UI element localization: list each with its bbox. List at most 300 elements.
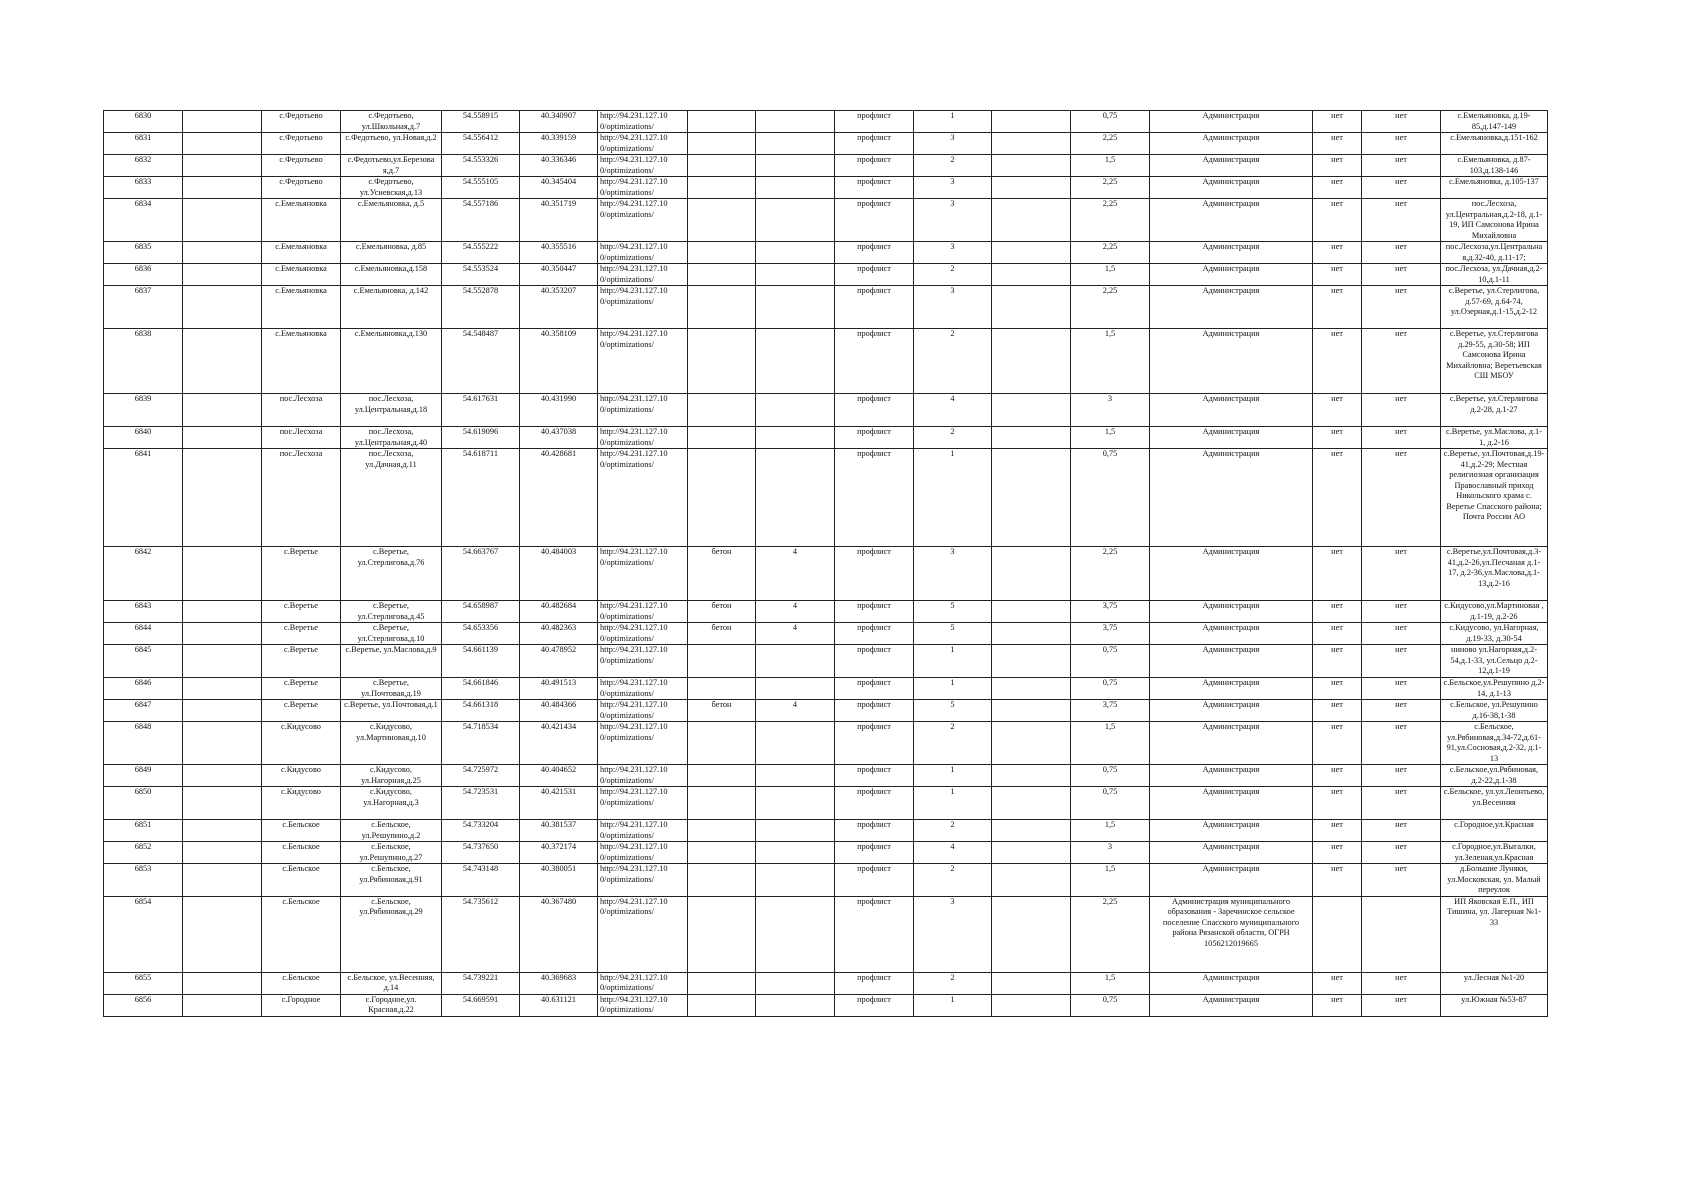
owner-cell: Администрация bbox=[1150, 765, 1313, 787]
longitude-cell: 40.367480 bbox=[520, 896, 598, 972]
empty-cell bbox=[992, 864, 1071, 897]
owner-cell: Администрация bbox=[1150, 994, 1313, 1016]
longitude-cell: 40.484003 bbox=[520, 547, 598, 601]
served-objects-cell: с.Городное,ул.Выгалки, ул.Зеленая,ул.Красная bbox=[1441, 842, 1548, 864]
material-cell: профлист bbox=[835, 645, 914, 678]
material-cell: профлист bbox=[835, 678, 914, 700]
area-cell bbox=[756, 864, 835, 897]
served-objects-cell: ул.Лесная №1-20 bbox=[1441, 972, 1548, 994]
flag-cell: нет bbox=[1313, 264, 1362, 286]
material-cell: профлист bbox=[835, 623, 914, 645]
address-cell: с.Веретье, ул.Почтовая,д.19 bbox=[341, 678, 442, 700]
table-row bbox=[104, 765, 1548, 787]
flag-cell: нет bbox=[1362, 700, 1441, 722]
latitude-cell: 54.733204 bbox=[442, 820, 520, 842]
served-objects-cell: с.Бельское,ул.Решупино д.2-14, д.1-13 bbox=[1441, 678, 1548, 700]
flag-cell: нет bbox=[1362, 787, 1441, 820]
settlement-cell: пос.Лесхоза bbox=[262, 394, 341, 427]
url-cell[interactable]: http://94.231.127.10 0/optimizations/ bbox=[598, 972, 688, 994]
served-objects-cell: с.Емельяновка, д.87-103,д.138-146 bbox=[1441, 155, 1548, 177]
flag-cell: нет bbox=[1362, 242, 1441, 264]
surface-cell bbox=[688, 177, 756, 199]
flag-cell: нет bbox=[1362, 264, 1441, 286]
url-cell[interactable]: http://94.231.127.10 0/optimizations/ bbox=[598, 111, 688, 133]
owner-cell: Администрация bbox=[1150, 820, 1313, 842]
empty-cell bbox=[183, 994, 262, 1016]
table-row bbox=[104, 427, 1548, 449]
surface-cell bbox=[688, 264, 756, 286]
served-objects-cell: с.Кидусово,ул.Мартиновая , д.1-19, д.2-26 bbox=[1441, 601, 1548, 623]
container-count-cell: 5 bbox=[914, 623, 992, 645]
table-row bbox=[104, 286, 1548, 329]
volume-cell: 1,5 bbox=[1071, 329, 1150, 394]
settlement-cell: с.Городное bbox=[262, 994, 341, 1016]
surface-cell bbox=[688, 896, 756, 972]
table-row bbox=[104, 329, 1548, 394]
served-objects-cell: с.Веретье, ул.Стерлигова д.2-28, д.1-27 bbox=[1441, 394, 1548, 427]
latitude-cell: 54.739221 bbox=[442, 972, 520, 994]
address-cell: с.Веретье, ул.Стерлигова,д.10 bbox=[341, 623, 442, 645]
volume-cell: 0,75 bbox=[1071, 449, 1150, 547]
url-cell[interactable]: http://94.231.127.10 0/optimizations/ bbox=[598, 700, 688, 722]
longitude-cell: 40.351719 bbox=[520, 199, 598, 242]
row-number: 6847 bbox=[104, 700, 183, 722]
url-cell[interactable]: http://94.231.127.10 0/optimizations/ bbox=[598, 787, 688, 820]
surface-cell bbox=[688, 722, 756, 765]
latitude-cell: 54.618711 bbox=[442, 449, 520, 547]
longitude-cell: 40.421434 bbox=[520, 722, 598, 765]
material-cell: профлист bbox=[835, 329, 914, 394]
empty-cell bbox=[183, 177, 262, 199]
material-cell: профлист bbox=[835, 264, 914, 286]
settlement-cell: с.Веретье bbox=[262, 623, 341, 645]
settlement-cell: с.Емельяновка bbox=[262, 242, 341, 264]
material-cell: профлист bbox=[835, 896, 914, 972]
empty-cell bbox=[183, 155, 262, 177]
volume-cell: 3,75 bbox=[1071, 623, 1150, 645]
empty-cell bbox=[183, 700, 262, 722]
row-number: 6852 bbox=[104, 842, 183, 864]
container-count-cell: 1 bbox=[914, 111, 992, 133]
flag-cell bbox=[1313, 896, 1362, 972]
row-number: 6833 bbox=[104, 177, 183, 199]
flag-cell: нет bbox=[1313, 111, 1362, 133]
latitude-cell: 54.663767 bbox=[442, 547, 520, 601]
flag-cell: нет bbox=[1362, 842, 1441, 864]
settlement-cell: с.Федотьево bbox=[262, 111, 341, 133]
url-cell[interactable]: http://94.231.127.10 0/optimizations/ bbox=[598, 547, 688, 601]
area-cell bbox=[756, 394, 835, 427]
url-cell[interactable]: http://94.231.127.10 0/optimizations/ bbox=[598, 199, 688, 242]
latitude-cell: 54.735612 bbox=[442, 896, 520, 972]
url-cell[interactable]: http://94.231.127.10 0/optimizations/ bbox=[598, 645, 688, 678]
volume-cell: 1,5 bbox=[1071, 864, 1150, 897]
volume-cell: 0,75 bbox=[1071, 678, 1150, 700]
url-cell[interactable]: http://94.231.127.10 0/optimizations/ bbox=[598, 449, 688, 547]
empty-cell bbox=[992, 177, 1071, 199]
settlement-cell: с.Веретье bbox=[262, 700, 341, 722]
row-number: 6841 bbox=[104, 449, 183, 547]
table-row bbox=[104, 199, 1548, 242]
table-row bbox=[104, 700, 1548, 722]
volume-cell: 2,25 bbox=[1071, 896, 1150, 972]
flag-cell: нет bbox=[1313, 864, 1362, 897]
area-cell bbox=[756, 286, 835, 329]
row-number: 6850 bbox=[104, 787, 183, 820]
row-number: 6842 bbox=[104, 547, 183, 601]
row-number: 6835 bbox=[104, 242, 183, 264]
area-cell: 4 bbox=[756, 700, 835, 722]
container-count-cell: 3 bbox=[914, 896, 992, 972]
empty-cell bbox=[992, 547, 1071, 601]
row-number: 6855 bbox=[104, 972, 183, 994]
address-cell: с.Веретье, ул.Стерлигова,д.76 bbox=[341, 547, 442, 601]
url-cell[interactable]: http://94.231.127.10 0/optimizations/ bbox=[598, 842, 688, 864]
volume-cell: 3,75 bbox=[1071, 601, 1150, 623]
flag-cell: нет bbox=[1362, 972, 1441, 994]
table-row bbox=[104, 722, 1548, 765]
material-cell: профлист bbox=[835, 286, 914, 329]
container-count-cell: 3 bbox=[914, 177, 992, 199]
container-count-cell: 2 bbox=[914, 722, 992, 765]
address-cell: с.Бельское, ул.Весенняя, д.14 bbox=[341, 972, 442, 994]
flag-cell: нет bbox=[1313, 427, 1362, 449]
settlement-cell: с.Бельское bbox=[262, 864, 341, 897]
material-cell: профлист bbox=[835, 111, 914, 133]
flag-cell: нет bbox=[1313, 842, 1362, 864]
empty-cell bbox=[183, 286, 262, 329]
latitude-cell: 54.555105 bbox=[442, 177, 520, 199]
volume-cell: 0,75 bbox=[1071, 111, 1150, 133]
material-cell: профлист bbox=[835, 765, 914, 787]
empty-cell bbox=[992, 427, 1071, 449]
row-number: 6834 bbox=[104, 199, 183, 242]
volume-cell: 0,75 bbox=[1071, 645, 1150, 678]
area-cell bbox=[756, 765, 835, 787]
table-row bbox=[104, 177, 1548, 199]
settlement-cell: с.Бельское bbox=[262, 820, 341, 842]
flag-cell: нет bbox=[1362, 449, 1441, 547]
url-cell[interactable]: http://94.231.127.10 0/optimizations/ bbox=[598, 394, 688, 427]
owner-cell: Администрация bbox=[1150, 972, 1313, 994]
empty-cell bbox=[183, 449, 262, 547]
flag-cell: нет bbox=[1313, 678, 1362, 700]
volume-cell: 1,5 bbox=[1071, 722, 1150, 765]
latitude-cell: 54.558915 bbox=[442, 111, 520, 133]
volume-cell: 2,25 bbox=[1071, 242, 1150, 264]
longitude-cell: 40.421531 bbox=[520, 787, 598, 820]
owner-cell: Администрация bbox=[1150, 329, 1313, 394]
served-objects-cell: с.Емельяновка, д.19-85,д.147-149 bbox=[1441, 111, 1548, 133]
area-cell bbox=[756, 199, 835, 242]
owner-cell: Администрация bbox=[1150, 394, 1313, 427]
volume-cell: 3 bbox=[1071, 842, 1150, 864]
empty-cell bbox=[183, 678, 262, 700]
url-cell[interactable]: http://94.231.127.10 0/optimizations/ bbox=[598, 765, 688, 787]
area-cell bbox=[756, 264, 835, 286]
url-cell[interactable]: http://94.231.127.10 0/optimizations/ bbox=[598, 896, 688, 972]
url-cell[interactable]: http://94.231.127.10 0/optimizations/ bbox=[598, 678, 688, 700]
container-count-cell: 4 bbox=[914, 394, 992, 427]
row-number: 6856 bbox=[104, 994, 183, 1016]
flag-cell: нет bbox=[1313, 547, 1362, 601]
area-cell bbox=[756, 896, 835, 972]
area-cell: 4 bbox=[756, 547, 835, 601]
surface-cell: бетон bbox=[688, 700, 756, 722]
flag-cell: нет bbox=[1313, 242, 1362, 264]
url-cell[interactable]: http://94.231.127.10 0/optimizations/ bbox=[598, 994, 688, 1016]
settlement-cell: с.Бельское bbox=[262, 896, 341, 972]
empty-cell bbox=[183, 864, 262, 897]
flag-cell: нет bbox=[1313, 155, 1362, 177]
table-row bbox=[104, 449, 1548, 547]
latitude-cell: 54.556412 bbox=[442, 133, 520, 155]
latitude-cell: 54.619096 bbox=[442, 427, 520, 449]
longitude-cell: 40.372174 bbox=[520, 842, 598, 864]
empty-cell bbox=[183, 427, 262, 449]
container-count-cell: 1 bbox=[914, 765, 992, 787]
area-cell bbox=[756, 645, 835, 678]
flag-cell: нет bbox=[1362, 329, 1441, 394]
url-cell[interactable]: http://94.231.127.10 0/optimizations/ bbox=[598, 286, 688, 329]
empty-cell bbox=[183, 111, 262, 133]
address-cell: с.Веретье, ул.Почтовая,д.1 bbox=[341, 700, 442, 722]
owner-cell: Администрация bbox=[1150, 427, 1313, 449]
surface-cell bbox=[688, 820, 756, 842]
surface-cell bbox=[688, 765, 756, 787]
material-cell: профлист bbox=[835, 972, 914, 994]
empty-cell bbox=[992, 623, 1071, 645]
flag-cell: нет bbox=[1313, 449, 1362, 547]
latitude-cell: 54.669591 bbox=[442, 994, 520, 1016]
settlement-cell: с.Емельяновка bbox=[262, 329, 341, 394]
served-objects-cell: д.Большие Луняки, ул.Московская, ул. Малый переулок bbox=[1441, 864, 1548, 897]
container-count-cell: 2 bbox=[914, 427, 992, 449]
surface-cell bbox=[688, 242, 756, 264]
url-cell[interactable]: http://94.231.127.10 0/optimizations/ bbox=[598, 722, 688, 765]
area-cell bbox=[756, 722, 835, 765]
container-count-cell: 2 bbox=[914, 864, 992, 897]
url-cell[interactable]: http://94.231.127.10 0/optimizations/ bbox=[598, 820, 688, 842]
empty-cell bbox=[992, 601, 1071, 623]
address-cell: с.Бельское, ул.Решупино,д.27 bbox=[341, 842, 442, 864]
flag-cell: нет bbox=[1362, 601, 1441, 623]
url-cell[interactable]: http://94.231.127.10 0/optimizations/ bbox=[598, 623, 688, 645]
url-cell[interactable]: http://94.231.127.10 0/optimizations/ bbox=[598, 329, 688, 394]
flag-cell: нет bbox=[1362, 427, 1441, 449]
area-cell: 4 bbox=[756, 601, 835, 623]
latitude-cell: 54.723531 bbox=[442, 787, 520, 820]
material-cell: профлист bbox=[835, 820, 914, 842]
flag-cell bbox=[1362, 896, 1441, 972]
table-row bbox=[104, 972, 1548, 994]
volume-cell: 1,5 bbox=[1071, 972, 1150, 994]
url-cell[interactable]: http://94.231.127.10 0/optimizations/ bbox=[598, 601, 688, 623]
url-cell[interactable]: http://94.231.127.10 0/optimizations/ bbox=[598, 177, 688, 199]
empty-cell bbox=[183, 722, 262, 765]
owner-cell: Администрация bbox=[1150, 286, 1313, 329]
table-row bbox=[104, 264, 1548, 286]
latitude-cell: 54.553524 bbox=[442, 264, 520, 286]
empty-cell bbox=[183, 329, 262, 394]
owner-cell: Администрация bbox=[1150, 547, 1313, 601]
longitude-cell: 40.339159 bbox=[520, 133, 598, 155]
flag-cell: нет bbox=[1362, 286, 1441, 329]
table-row bbox=[104, 394, 1548, 427]
empty-cell bbox=[183, 972, 262, 994]
flag-cell: нет bbox=[1313, 787, 1362, 820]
flag-cell: нет bbox=[1362, 111, 1441, 133]
settlement-cell: с.Кидусово bbox=[262, 787, 341, 820]
flag-cell: нет bbox=[1362, 820, 1441, 842]
flag-cell: нет bbox=[1313, 820, 1362, 842]
table-row bbox=[104, 547, 1548, 601]
surface-cell bbox=[688, 427, 756, 449]
flag-cell: нет bbox=[1362, 765, 1441, 787]
served-objects-cell: пос.Лесхоза, ул.Дачная,д.2-10,д.1-11 bbox=[1441, 264, 1548, 286]
longitude-cell: 40.340907 bbox=[520, 111, 598, 133]
volume-cell: 1,5 bbox=[1071, 264, 1150, 286]
container-count-cell: 3 bbox=[914, 286, 992, 329]
flag-cell: нет bbox=[1313, 601, 1362, 623]
empty-cell bbox=[183, 842, 262, 864]
material-cell: профлист bbox=[835, 547, 914, 601]
served-objects-cell: с.Веретье, ул.Стерлигова д.29-55, д.30-58; ИП Самсонова Ирина Михайловна; Веретьевская СШ МБОУ bbox=[1441, 329, 1548, 394]
settlement-cell: с.Федотьево bbox=[262, 177, 341, 199]
empty-cell bbox=[183, 199, 262, 242]
container-count-cell: 3 bbox=[914, 199, 992, 242]
surface-cell bbox=[688, 199, 756, 242]
container-count-cell: 2 bbox=[914, 329, 992, 394]
table-row bbox=[104, 842, 1548, 864]
url-cell[interactable]: http://94.231.127.10 0/optimizations/ bbox=[598, 864, 688, 897]
area-cell: 4 bbox=[756, 623, 835, 645]
url-cell[interactable]: http://94.231.127.10 0/optimizations/ bbox=[598, 133, 688, 155]
area-cell bbox=[756, 155, 835, 177]
flag-cell: нет bbox=[1313, 645, 1362, 678]
empty-cell bbox=[183, 787, 262, 820]
address-cell: с.Кидусово, ул.Мартиновая,д.10 bbox=[341, 722, 442, 765]
settlement-cell: с.Емельяновка bbox=[262, 286, 341, 329]
address-cell: с.Федотьево,ул.Березова я,д.7 bbox=[341, 155, 442, 177]
served-objects-cell: пос.Лесхоза,ул.Центральна я,д.32-40, д.11-17; bbox=[1441, 242, 1548, 264]
longitude-cell: 40.478952 bbox=[520, 645, 598, 678]
material-cell: профлист bbox=[835, 133, 914, 155]
url-cell[interactable]: http://94.231.127.10 0/optimizations/ bbox=[598, 242, 688, 264]
served-objects-cell: с.Веретье, ул.Почтовая,д.19-41,д.2-29; Местная религиозная организация Православный приход Никольского храма с. Веретье Спасского района; Почта России АО bbox=[1441, 449, 1548, 547]
table-row bbox=[104, 111, 1548, 133]
longitude-cell: 40.428681 bbox=[520, 449, 598, 547]
served-objects-cell: ИП Яковская Е.П., ИП Тишина, ул. Лагерная №1-33 bbox=[1441, 896, 1548, 972]
surface-cell bbox=[688, 394, 756, 427]
flag-cell: нет bbox=[1313, 722, 1362, 765]
volume-cell: 3 bbox=[1071, 394, 1150, 427]
owner-cell: Администрация муниципального образования - Заречинское сельское поселение Спасского муниципального района Рязанской области, ОГРН 1056212019665 bbox=[1150, 896, 1313, 972]
empty-cell bbox=[992, 645, 1071, 678]
row-number: 6853 bbox=[104, 864, 183, 897]
row-number: 6836 bbox=[104, 264, 183, 286]
container-count-cell: 2 bbox=[914, 972, 992, 994]
owner-cell: Администрация bbox=[1150, 199, 1313, 242]
empty-cell bbox=[183, 394, 262, 427]
owner-cell: Администрация bbox=[1150, 449, 1313, 547]
table-row bbox=[104, 645, 1548, 678]
area-cell bbox=[756, 994, 835, 1016]
material-cell: профлист bbox=[835, 864, 914, 897]
address-cell: с.Емельяновка, д.5 bbox=[341, 199, 442, 242]
served-objects-cell: пос.Лесхоза, ул.Центральная,д.2-18, д.1-19, ИП Самсонова Ирина Михайловна bbox=[1441, 199, 1548, 242]
flag-cell: нет bbox=[1313, 623, 1362, 645]
flag-cell: нет bbox=[1362, 722, 1441, 765]
row-number: 6851 bbox=[104, 820, 183, 842]
table-row bbox=[104, 820, 1548, 842]
settlement-cell: с.Веретье bbox=[262, 678, 341, 700]
row-number: 6840 bbox=[104, 427, 183, 449]
area-cell bbox=[756, 449, 835, 547]
settlement-cell: с.Веретье bbox=[262, 601, 341, 623]
flag-cell: нет bbox=[1313, 133, 1362, 155]
owner-cell: Администрация bbox=[1150, 787, 1313, 820]
address-cell: с.Федотьево, ул.Школьная,д.7 bbox=[341, 111, 442, 133]
surface-cell bbox=[688, 678, 756, 700]
served-objects-cell: с.Емельяновка,д.151-162 bbox=[1441, 133, 1548, 155]
surface-cell bbox=[688, 133, 756, 155]
latitude-cell: 54.661846 bbox=[442, 678, 520, 700]
longitude-cell: 40.369683 bbox=[520, 972, 598, 994]
longitude-cell: 40.350447 bbox=[520, 264, 598, 286]
url-cell[interactable]: http://94.231.127.10 0/optimizations/ bbox=[598, 264, 688, 286]
address-cell: с.Емельяновка, д.85 bbox=[341, 242, 442, 264]
url-cell[interactable]: http://94.231.127.10 0/optimizations/ bbox=[598, 155, 688, 177]
volume-cell: 2,25 bbox=[1071, 177, 1150, 199]
empty-cell bbox=[183, 264, 262, 286]
owner-cell: Администрация bbox=[1150, 842, 1313, 864]
latitude-cell: 54.557186 bbox=[442, 199, 520, 242]
latitude-cell: 54.737650 bbox=[442, 842, 520, 864]
empty-cell bbox=[992, 972, 1071, 994]
longitude-cell: 40.431990 bbox=[520, 394, 598, 427]
table-row bbox=[104, 155, 1548, 177]
longitude-cell: 40.484366 bbox=[520, 700, 598, 722]
served-objects-cell: с.Бельское, ул.ул.Леонтьево, ул.Весенняя bbox=[1441, 787, 1548, 820]
empty-cell bbox=[992, 449, 1071, 547]
url-cell[interactable]: http://94.231.127.10 0/optimizations/ bbox=[598, 427, 688, 449]
longitude-cell: 40.381537 bbox=[520, 820, 598, 842]
surface-cell bbox=[688, 449, 756, 547]
latitude-cell: 54.743148 bbox=[442, 864, 520, 897]
served-objects-cell: с.Веретье,ул.Почтовая,д.3-41,д.2-26,ул.Песчаная д.1-17, д.2-36,ул.Маслова,д.1-13,д.2-16 bbox=[1441, 547, 1548, 601]
address-cell: с.Емельяновка,д.130 bbox=[341, 329, 442, 394]
served-objects-cell: с.Веретье, ул.Стерлигова, д.57-69, д.64-74, ул.Озерная,д.1-15,д.2-12 bbox=[1441, 286, 1548, 329]
longitude-cell: 40.380051 bbox=[520, 864, 598, 897]
flag-cell: нет bbox=[1362, 864, 1441, 897]
flag-cell: нет bbox=[1313, 972, 1362, 994]
address-cell: с.Кидусово, ул.Нагорная,д.25 bbox=[341, 765, 442, 787]
surface-cell bbox=[688, 286, 756, 329]
latitude-cell: 54.617631 bbox=[442, 394, 520, 427]
surface-cell bbox=[688, 645, 756, 678]
served-objects-cell: с.Кидусово, ул.Нагорная, д.19-33, д.30-54 bbox=[1441, 623, 1548, 645]
owner-cell: Администрация bbox=[1150, 155, 1313, 177]
surface-cell bbox=[688, 329, 756, 394]
row-number: 6845 bbox=[104, 645, 183, 678]
longitude-cell: 40.345404 bbox=[520, 177, 598, 199]
longitude-cell: 40.358109 bbox=[520, 329, 598, 394]
material-cell: профлист bbox=[835, 199, 914, 242]
row-number: 6838 bbox=[104, 329, 183, 394]
table-row bbox=[104, 623, 1548, 645]
empty-cell bbox=[183, 547, 262, 601]
